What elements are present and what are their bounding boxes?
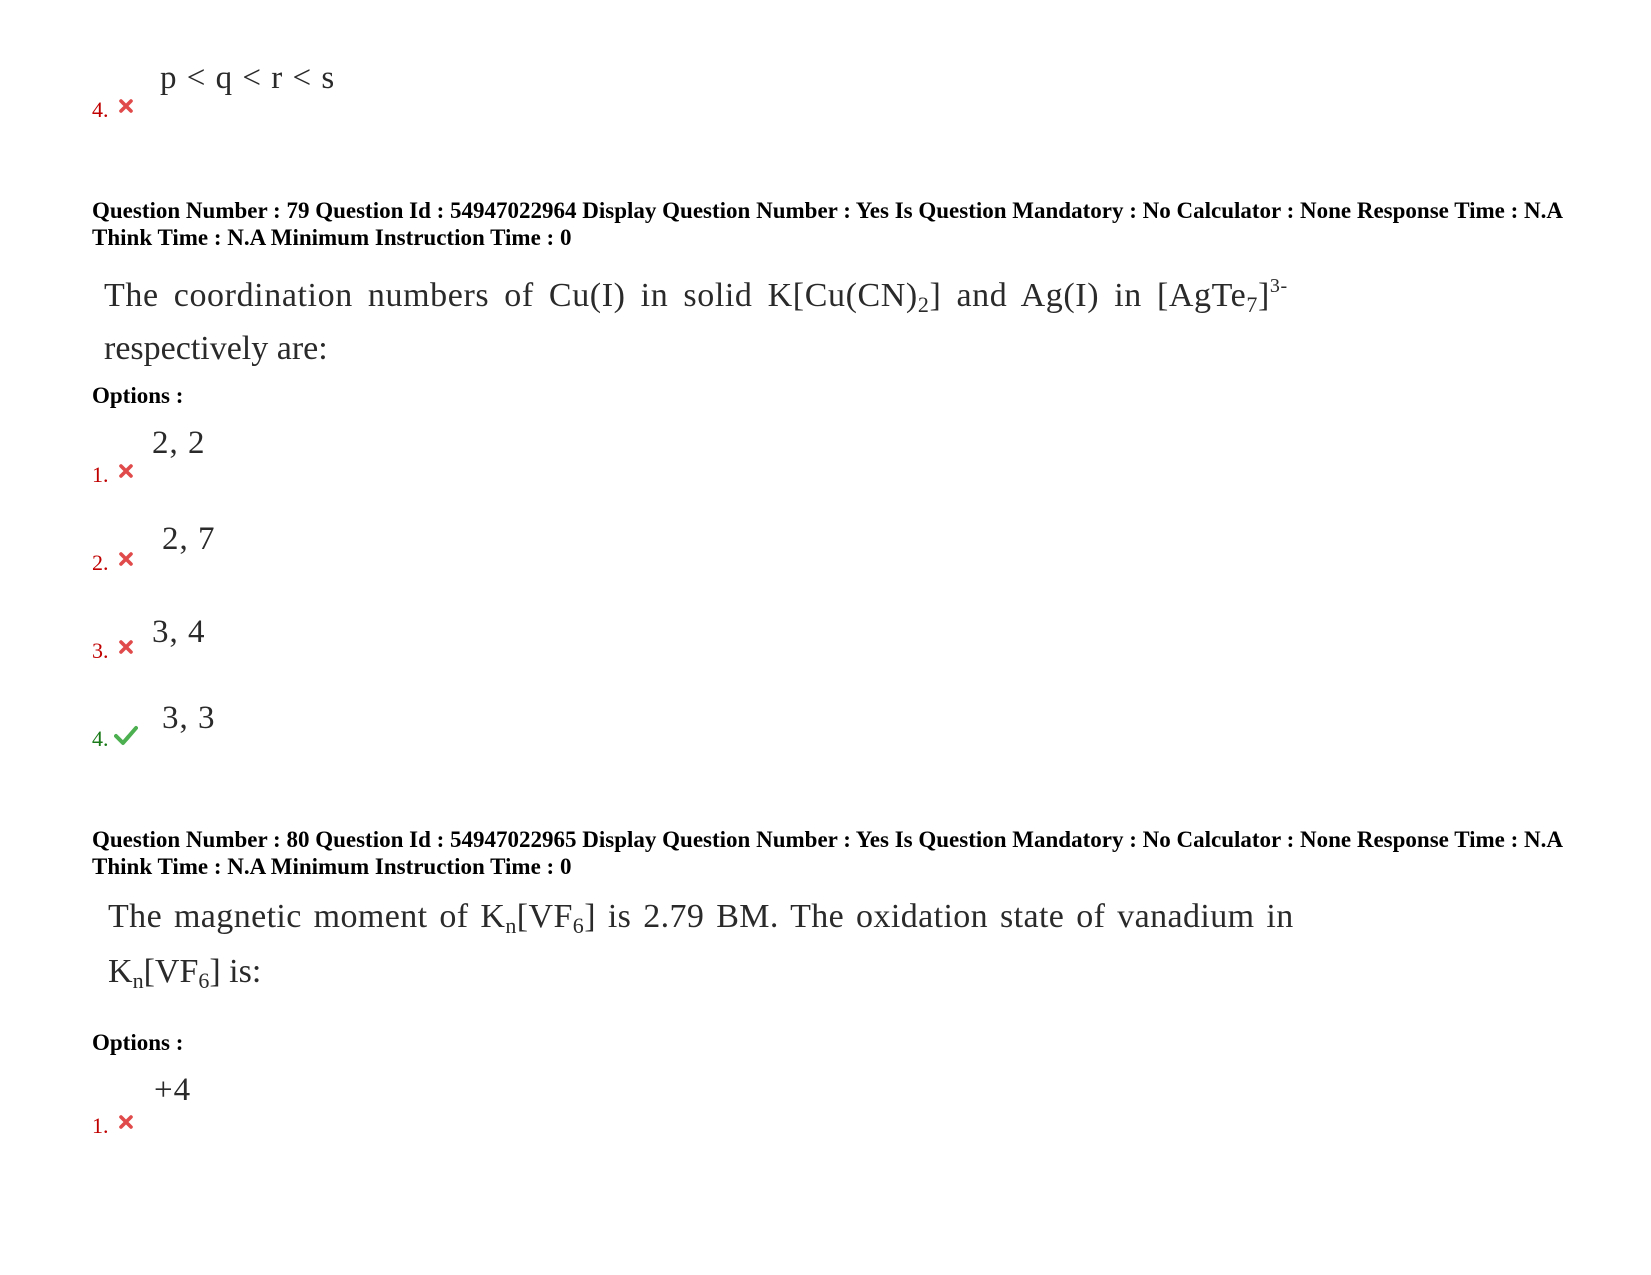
check-icon [114,724,138,746]
question-meta: Question Number : 80 Question Id : 54947022965 Display Question Number : Yes Is Question Mandatory : No Calculator : None Response Time : N.A Think Time : N.A Minimum Instruction Time : 0 [92,827,1562,879]
option-number: 3. [92,638,109,663]
option-value: 3, 4 [152,614,206,650]
cross-icon [118,639,134,655]
option-value: 3, 3 [162,700,216,736]
option-value: p < q < r < s [160,60,336,96]
cross-icon [118,551,134,567]
cross-icon [118,98,134,114]
option-value: 2, 7 [162,521,216,557]
option-value: +4 [154,1072,192,1108]
cross-icon [118,463,134,479]
option-number: 4. [92,726,109,751]
question-meta: Question Number : 79 Question Id : 54947022964 Display Question Number : Yes Is Question Mandatory : No Calculator : None Response Time : N.A Think Time : N.A Minimum Instruction Time : 0 [92,198,1562,250]
option-number: 1. [92,1113,109,1138]
question-text: The magnetic moment of $K_n[VF_6]$ is 2.79 BM. The oxidation state of vanadium in $K_n[VF_6]$ is: [108,898,1294,993]
options-label: Options : [92,1030,184,1055]
cross-icon [118,1114,134,1130]
option-value: 2, 2 [152,425,206,461]
option-number: 4. [92,97,109,122]
options-label: Options : [92,383,184,408]
question-text: The coordination numbers of Cu(I) in solid $K[Cu(CN)_2]$ and Ag(I) in [AgTe$_7$]$^{3-}$ respectively are: [104,275,1288,367]
option-number: 1. [92,462,109,487]
option-number: 2. [92,550,109,575]
